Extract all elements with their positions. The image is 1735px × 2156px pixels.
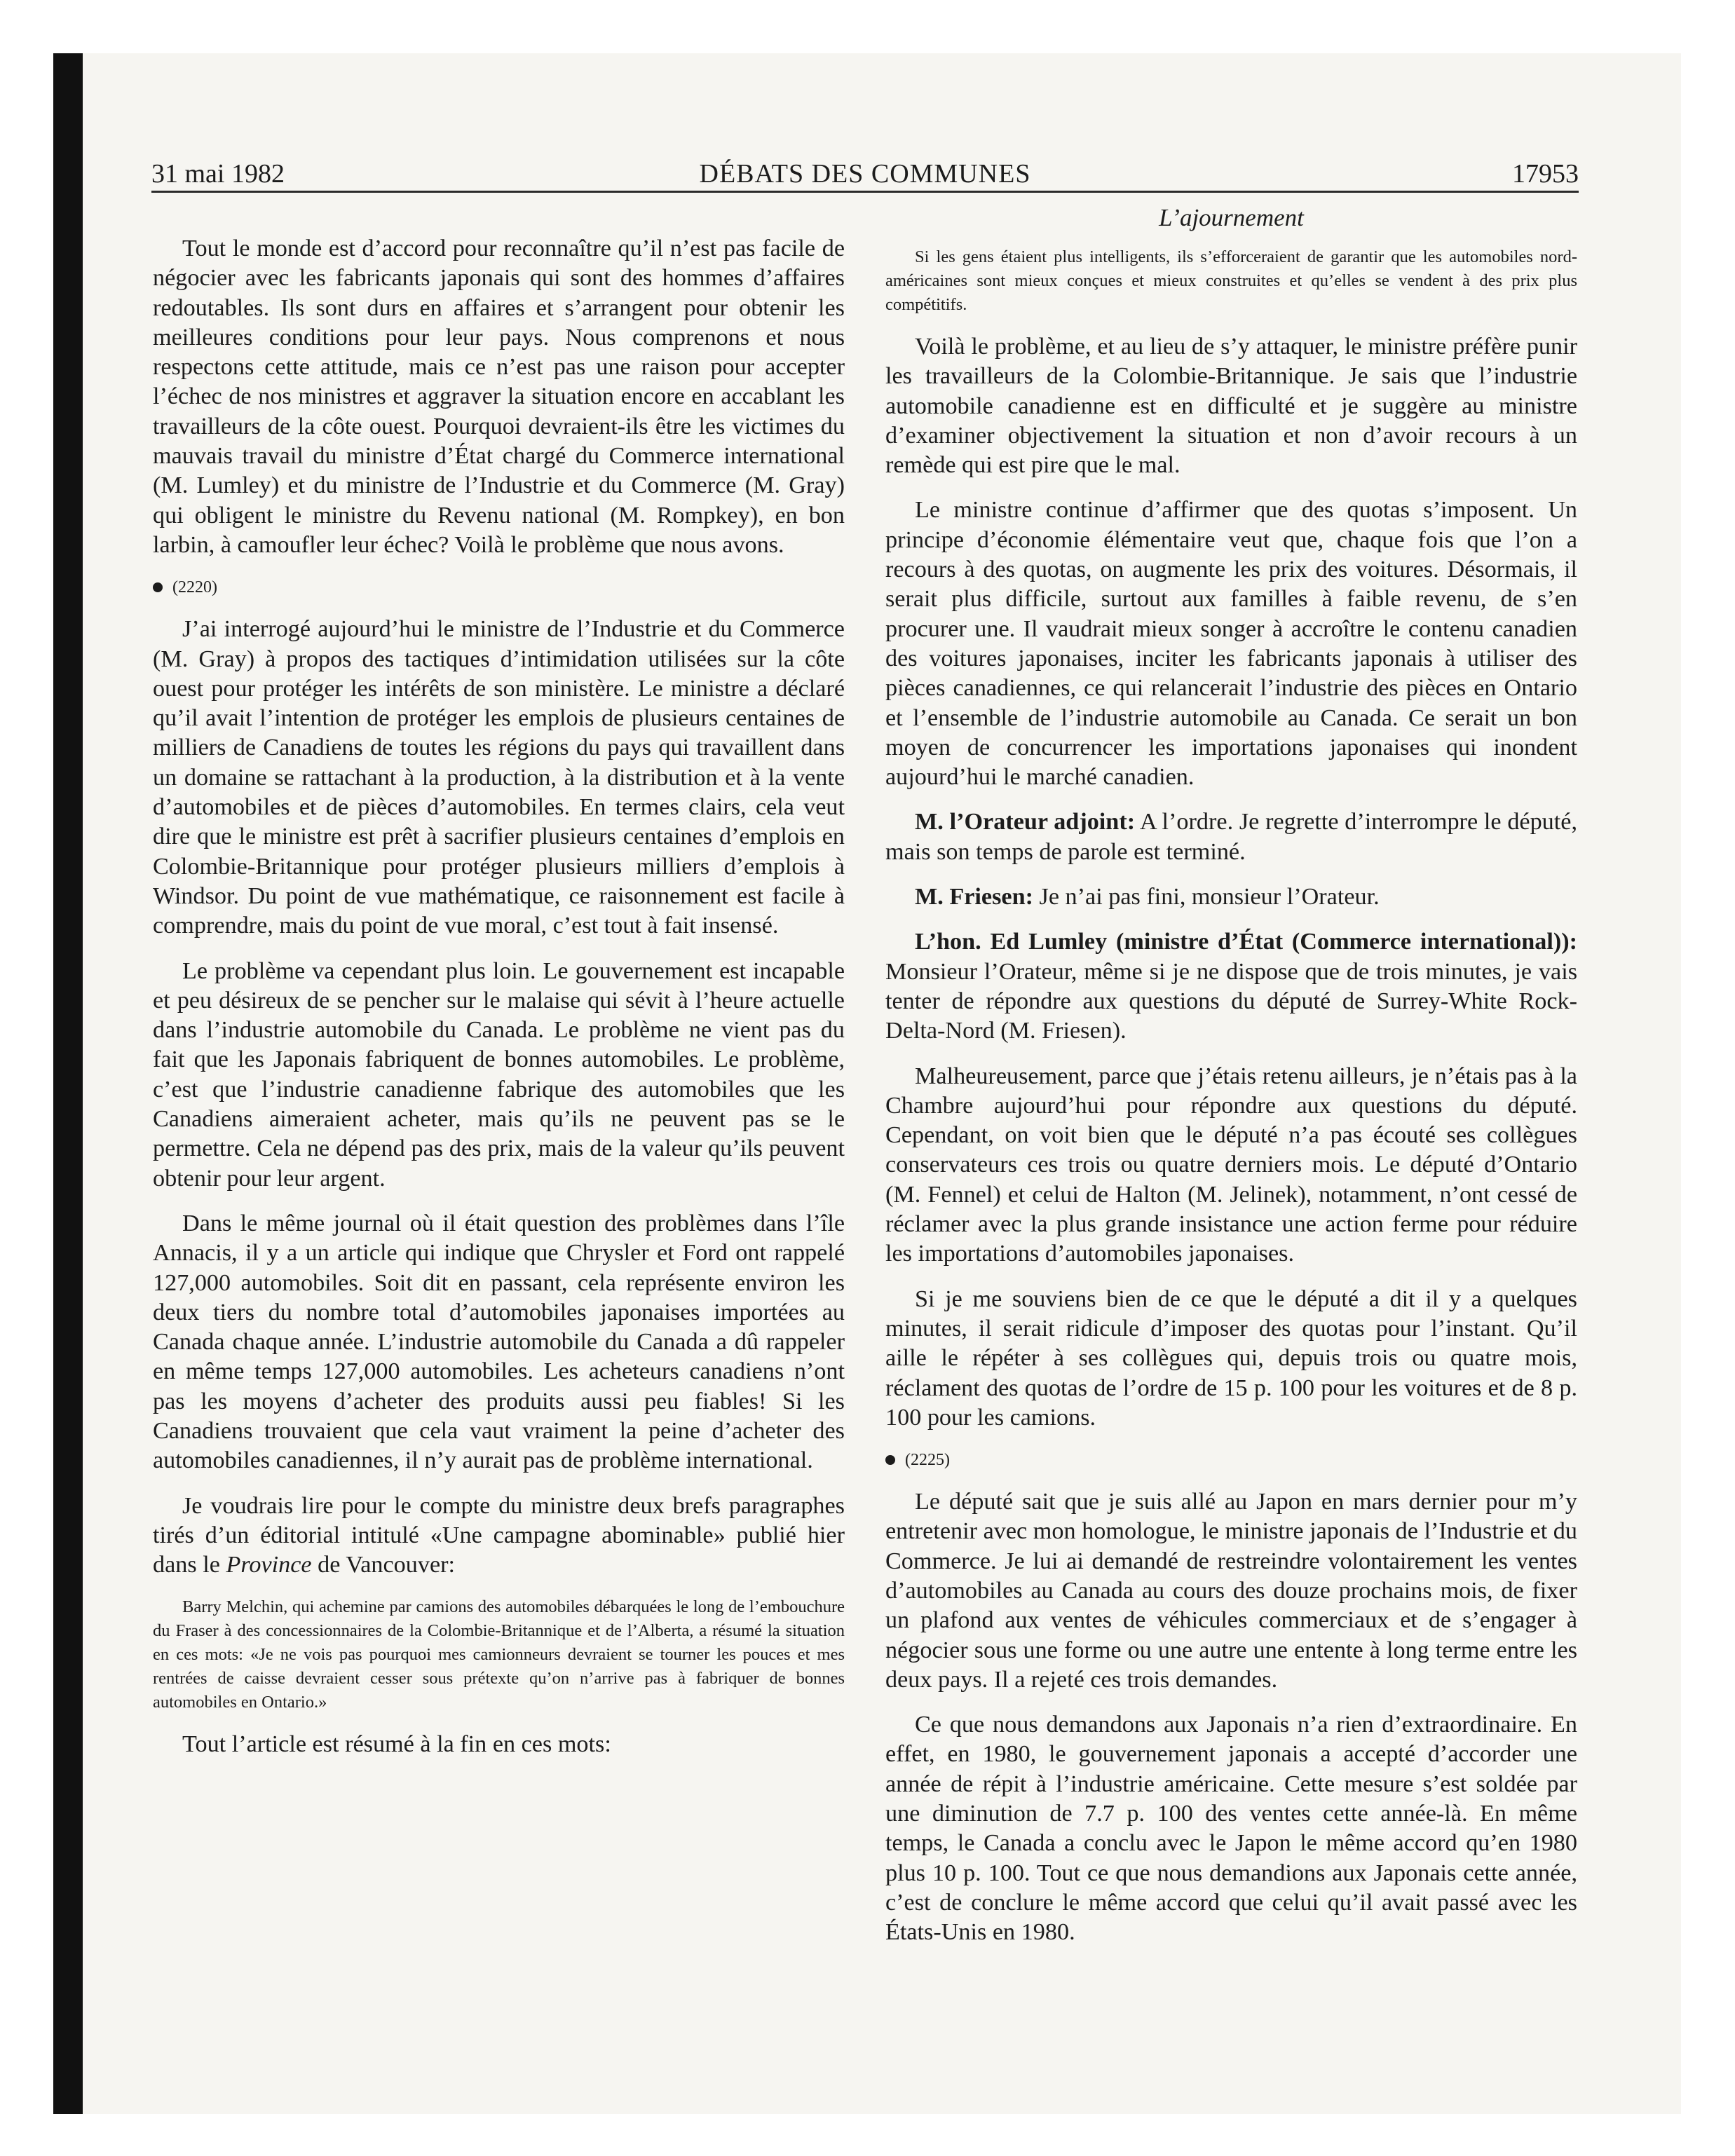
time-marker-label: (2225) (905, 1451, 950, 1470)
paragraph-text: Je voudrais lire pour le compte du ministre deux brefs paragraphes tirés d’un éditorial intitulé «Une campagne abominable» publié hier dans le (153, 1492, 845, 1578)
left-column (153, 203, 845, 1775)
bullet-dot (153, 582, 163, 592)
paragraph-text: de Vancouver: (318, 1552, 456, 1578)
block-quote: Si les gens étaient plus intelligents, ils s’efforceraient de garantir que les automobiles nord-américaines sont mieux conçues et mieux construites et qu’elles se vendent à des prix plus compétitifs. (885, 247, 1577, 314)
newspaper-title: Province (226, 1552, 312, 1578)
header-rule (151, 191, 1579, 193)
paragraph: Ce que nous demandons aux Japonais n’a rien d’extraordinaire. En effet, en 1980, le gouvernement japonais a accepté d’accorder une année de répit à l’industrie américaine. Cette mesure s’est soldée par une diminution de 7.7 p. 100 des ventes cette année-là. En même temps, le Canada a conclu avec le Japon le même accord qu’en 1980 plus 10 p. 100. Tout ce que nous demandions aux Japonais cette année, c’est de conclure le même accord que celui qu’il avait passé avec les États-Unis en 1980. (885, 1712, 1577, 1946)
speaker-name: M. l’Orateur adjoint: (915, 809, 1136, 835)
paragraph: Tout l’article est résumé à la fin en ces mots: (182, 1731, 611, 1758)
paragraph (885, 807, 1577, 867)
time-marker (153, 575, 845, 599)
right-column (885, 203, 1577, 1963)
paragraph: Si je me souviens bien de ce que le député a dit il y a quelques minutes, il serait ridicule d’imposer des quotas pour l’instant. Qu’il aille le répéter à ses collègues qui, depuis trois ou quatre mois, réclament des quotas de l’ordre de 15 p. 100 pour les voitures et de 8 p. 100 pour les camions. (885, 1285, 1577, 1431)
bullet-dot (885, 1455, 895, 1465)
paragraph (885, 882, 1577, 912)
block-quote: Barry Melchin, qui achemine par camions des automobiles débarquées le long de l’embouchure du Fraser à des concessionnaires de la Colombie-Britannique et de l’Alberta, a résumé la situation en ces mots: «Je ne vois pas pourquoi mes camionneurs devraient se tourner les pouces et mes rentrées de caisse devraient cesser sous prétexte qu’on n’arrive pas à fabriquer de bonnes automobiles en Ontario.» (153, 1597, 845, 1712)
paragraph: J’ai interrogé aujourd’hui le ministre de l’Industrie et du Commerce (M. Gray) à propos des tactiques d’intimidation utilisées sur la côte ouest pour protéger les intérêts de son ministère. Le ministre a déclaré qu’il avait l’intention de protéger les emplois de plusieurs centaines de milliers de Canadiens de toutes les régions du pays qui travaillent dans un domaine se rattachant à la production, à la distribution et à la vente d’automobiles et de pièces d’automobiles. En termes clairs, cela veut dire que le ministre est prêt à sacrifier plusieurs centaines d’emplois en Colombie-Britannique pour protéger plusieurs milliers d’emplois à Windsor. Du point de vue mathématique, ce raisonnement est facile à comprendre, mais du point de vue moral, c’est tout à fait insensé. (153, 616, 845, 939)
column-top-space (153, 203, 845, 234)
speech-text: Monsieur l’Orateur, même si je ne dispose que de trois minutes, je vais tenter de répondre aux questions du député de Surrey-White Rock-Delta-Nord (M. Friesen). (885, 958, 1577, 1044)
header-page-number: 17953 (1512, 159, 1579, 189)
section-title: L’ajournement (1159, 204, 1304, 231)
paragraph: Le problème va cependant plus loin. Le gouvernement est incapable et peu désireux de se pencher sur le malaise qui sévit à l’heure actuelle dans l’industrie automobile du Canada. Le problème ne vient pas du fait que les Japonais fabriquent de bonnes automobiles. Le problème, c’est que l’industrie canadienne fabrique des automobiles que les Canadiens aimeraient acheter, mais qu’ils ne peuvent pas se le permettre. Cela ne dépend pas des prix, mais de la valeur qu’ils peuvent obtenir pour leur argent. (153, 957, 845, 1192)
scan-edge (53, 53, 83, 2114)
running-header (151, 156, 1579, 192)
time-marker (885, 1448, 1577, 1472)
speaker-name: M. Friesen: (915, 884, 1033, 910)
paragraph (153, 1492, 845, 1581)
paragraph: Dans le même journal où il était question des problèmes dans l’île Annacis, il y a un article qui indique que Chrysler et Ford ont rappelé 127,000 automobiles. Soit dit en passant, cela représente environ les deux tiers du nombre total d’automobiles japonaises importées au Canada chaque année. L’industrie automobile du Canada a dû rappeler en même temps 127,000 automobiles. Les acheteurs canadiens n’ont pas les moyens d’acheter des produits aussi peu fiables! Si les Canadiens trouvaient que cela vaut vraiment la peine d’acheter des automobiles canadiennes, il n’y aurait pas de problème international. (153, 1210, 845, 1474)
paragraph (885, 927, 1577, 1046)
time-marker-label: (2220) (172, 578, 217, 597)
paragraph: Voilà le problème, et au lieu de s’y attaquer, le ministre préfère punir les travailleurs de la Colombie-Britannique. Je sais que l’industrie automobile canadienne est en difficulté et je suggère au ministre d’examiner objectivement la situation et non d’avoir recours à un remède qui est pire que le mal. (885, 334, 1577, 479)
paragraph: Le député sait que je suis allé au Japon en mars dernier pour m’y entretenir avec mon homologue, le ministre japonais de l’Industrie et du Commerce. Je lui ai demandé de restreindre volontairement les ventes d’automobiles au Canada au cours des douze prochains mois, de fixer un plafond aux ventes de véhicules commerciaux et de s’engager à négocier sous une forme ou une autre une entente à long terme entre les deux pays. Il a rejeté ces trois demandes. (885, 1489, 1577, 1693)
speaker-name: L’hon. Ed Lumley (ministre d’État (Commerce international)): (915, 929, 1577, 955)
speech-text: Je n’ai pas fini, monsieur l’Orateur. (1039, 884, 1380, 910)
header-publication: DÉBATS DES COMMUNES (699, 159, 1031, 189)
paragraph: Le ministre continue d’affirmer que des quotas s’imposent. Un principe d’économie élémentaire veut que, chaque fois que l’on a recours à des quotas, on augmente les prix des voitures. Désormais, il serait plus difficile, surtout aux familles à faible revenu, de s’en procurer une. Il vaudrait mieux songer à accroître le contenu canadien des voitures japonaises, inciter les fabricants japonais à utiliser des pièces canadiennes, ce qui relancerait l’industrie des pièces en Ontario et l’ensemble de l’industrie automobile au Canada. Ce serait un bon moyen de concurrencer les importations japonaises qui inondent aujourd’hui le marché canadien. (885, 497, 1577, 791)
speech-text: A l’ordre. Je regrette d’interrompre le député, mais son temps de parole est terminé. (885, 809, 1577, 865)
paragraph: Malheureusement, parce que j’étais retenu ailleurs, je n’étais pas à la Chambre aujourd’hui pour répondre aux questions du député. Cependant, on voit bien que le député n’a pas écouté ses collègues conservateurs ces trois ou quatre derniers mois. Le député d’Ontario (M. Fennel) et celui de Halton (M. Jelinek), notamment, n’ont cessé de réclamer avec la plus grande insistance une action ferme pour réduire les importations d’automobiles japonaises. (885, 1063, 1577, 1267)
header-date: 31 mai 1982 (151, 159, 285, 189)
paragraph: Tout le monde est d’accord pour reconnaître qu’il n’est pas facile de négocier avec les fabricants japonais qui sont des hommes d’affaires redoutables. Ils sont durs en affaires et s’arrangent pour obtenir les meilleures conditions pour leur pays. Nous comprenons et nous respectons cette attitude, mais ce n’est pas une raison pour accepter l’échec de nos ministres et aggraver la situation encore en accablant les travailleurs de la côte ouest. Pourquoi devraient-ils être les victimes du mauvais travail du ministre d’État chargé du Commerce international (M. Lumley) et du ministre de l’Industrie et du Commerce (M. Gray) qui obligent le ministre du Revenu national (M. Rompkey), en bon larbin, à camoufler leur échec? Voilà le problème que nous avons. (153, 236, 845, 558)
